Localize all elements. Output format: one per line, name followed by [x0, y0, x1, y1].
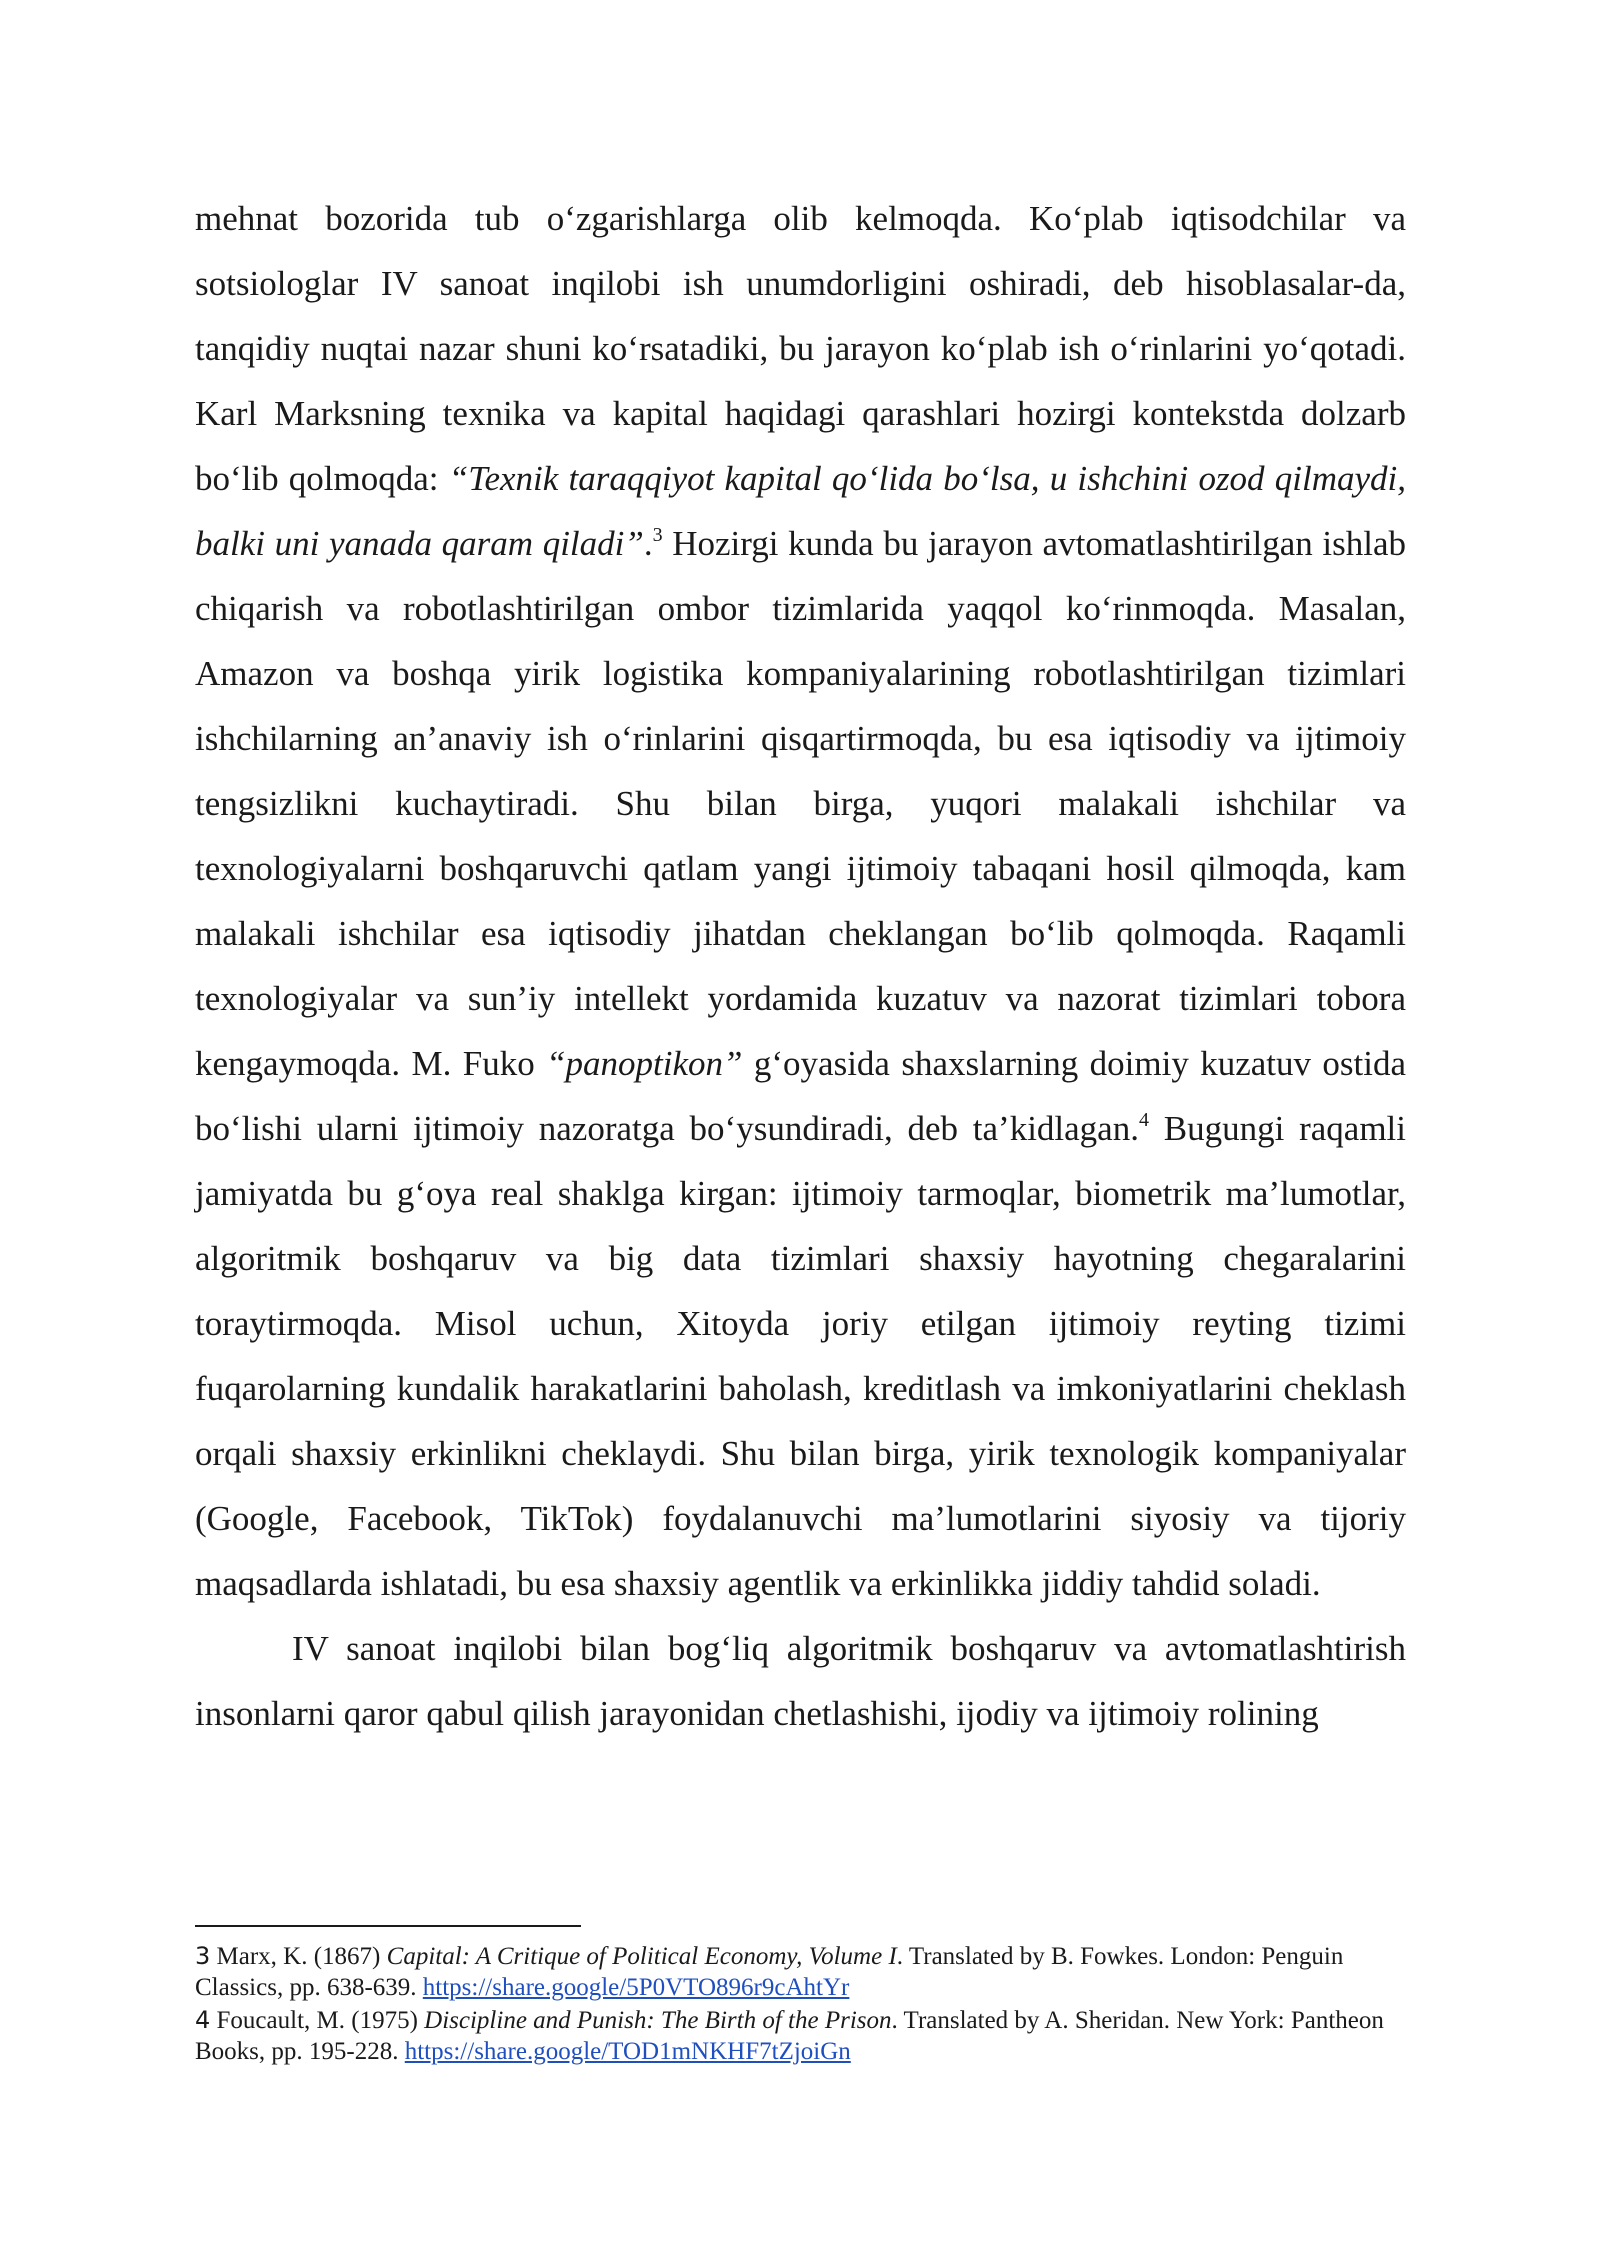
footnote-book-title: Discipline and Punish: The Birth of the Prison: [424, 2007, 892, 2034]
footnote-link[interactable]: https://share.google/5P0VTO896r9cAhtYr: [422, 1974, 850, 2001]
paragraph-1-period: .: [643, 524, 653, 563]
footnote-number: 4: [195, 2006, 211, 2034]
footnote-separator: [195, 1925, 581, 1927]
paragraph-1-text-a: mehnat bozorida tub o‘zgarishlarga olib kelmoqda. Ko‘plab iqtisodchilar va sotsiologlar IV sanoat inqilobi ish unumdorligini oshiradi, deb hisoblasalar-da, tanqidiy nuqtai nazar shuni ko‘rsatadiki, bu jarayon ko‘plab ish o‘rinlarini yo‘qotadi. Karl Marksning texnika va kapital haqidagi qarashlari hozirgi kontekstda dolzarb bo‘lib qolmoqda:: [195, 199, 1406, 498]
footnote-citation-details: . Translated by B. Fowkes. London: Penguin Classics, pp. 638-639.: [195, 1943, 1344, 2001]
footnote-4: [195, 2005, 1406, 2067]
footnote-3: [195, 1941, 1406, 2003]
footnotes: [195, 1941, 1406, 2069]
footnote-ref-4[interactable]: 4: [1138, 1109, 1149, 1131]
footnote-ref-3[interactable]: 3: [652, 524, 663, 546]
footnote-citation: Foucault, M. (1975): [210, 2007, 425, 2034]
marx-quote: “Texnik taraqqiyot kapital qo‘lida bo‘lsa, u ishchini ozod qilmaydi, balki uni yanada qaram qiladi”: [195, 459, 1406, 563]
paragraph-1: [195, 186, 1406, 1616]
footnote-citation-details: . Translated by A. Sheridan. New York: Pantheon Books, pp. 195-228.: [195, 2007, 1384, 2065]
body-text: [195, 186, 1406, 1746]
paragraph-1-text-b: Hozirgi kunda bu jarayon avtomatlashtirilgan ishlab chiqarish va robotlashtirilgan ombor tizimlarida yaqqol ko‘rinmoqda. Masalan, Amazon va boshqa yirik logistika kompaniyalarining robotlashtirilgan tizimlari ishchilarning an’anaviy ish o‘rinlarini qisqartirmoqda, bu esa iqtisodiy va ijtimoiy tengsizlikni kuchaytiradi. Shu bilan birga, yuqori malakali ishchilar va texnologiyalarni boshqaruvchi qatlam yangi ijtimoiy tabaqani hosil qilmoqda, kam malakali ishchilar esa iqtisodiy jihatdan cheklangan bo‘lib qolmoqda. Raqamli texnologiyalar va sun’iy intellekt yordamida kuzatuv va nazorat tizimlari tobora kengaymoqda. M. Fuko: [195, 524, 1407, 1083]
footnote-citation: Marx, K. (1867): [210, 1943, 387, 1970]
paragraph-2: IV sanoat inqilobi bilan bog‘liq algoritmik boshqaruv va avtomatlashtirish insonlarni qaror qabul qilish jarayonidan chetlashishi, ijodiy va ijtimoiy rolining: [195, 1629, 1406, 1733]
footnote-number: 3: [195, 1942, 211, 1970]
panoptikon-term: “panoptikon”: [546, 1044, 743, 1083]
paragraph-1-text-d: Bugungi raqamli jamiyatda bu g‘oya real shaklga kirgan: ijtimoiy tarmoqlar, biometrik ma’lumotlar, algoritmik boshqaruv va big data tizimlari shaxsiy hayotning chegaralarini toraytirmoqda. Misol uchun, Xitoyda joriy etilgan ijtimoiy reyting tizimi fuqarolarning kundalik harakatlarini baholash, kreditlash va imkoniyatlarini cheklash orqali shaxsiy erkinlikni cheklaydi. Shu bilan birga, yirik texnologik kompaniyalar (Google, Facebook, TikTok) foydalanuvchi ma’lumotlarini siyosiy va tijoriy maqsadlarda ishlatadi, bu esa shaxsiy agentlik va erkinlikka jiddiy tahdid soladi.: [195, 1109, 1406, 1603]
footnote-book-title: Capital: A Critique of Political Economy, Volume I: [386, 1943, 897, 1970]
footnote-link[interactable]: https://share.google/TOD1mNKHF7tZjoiGn: [404, 2038, 851, 2065]
document-page: [195, 0, 1406, 2262]
paragraph-1-text-c: g‘oyasida shaxslarning doimiy kuzatuv ostida bo‘lishi ularni ijtimoiy nazoratga bo‘ysundiradi, deb ta’kidlagan.: [195, 1044, 1406, 1148]
